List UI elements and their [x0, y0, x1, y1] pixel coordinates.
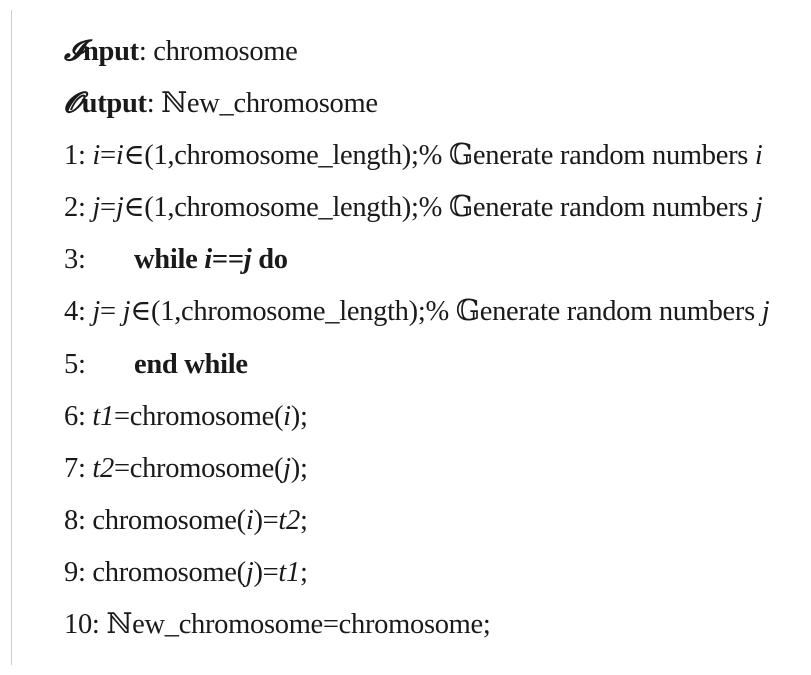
- keyword-while: while: [134, 244, 198, 276]
- output-label: utput: [81, 88, 147, 120]
- semicolon: ;: [300, 556, 308, 588]
- output-sep: :: [146, 88, 162, 120]
- chromosome-call: chromosome(: [92, 556, 246, 588]
- assign-op: )=: [253, 556, 279, 588]
- assign-expr: =chromosome(: [113, 400, 284, 432]
- equals: =: [100, 192, 116, 224]
- step-number: 5:: [64, 348, 86, 380]
- var-i: i: [754, 140, 763, 172]
- var-j: j: [122, 296, 131, 328]
- cond-var-j: j: [243, 244, 252, 276]
- assign-op: )=: [253, 504, 279, 536]
- input-line: [64, 26, 811, 78]
- chromosome-call: chromosome(: [92, 504, 246, 536]
- var-j: j: [754, 192, 763, 224]
- input-label-initial: 𝓘: [64, 36, 83, 67]
- comment-text: 𝔾enerate random numbers: [448, 192, 755, 224]
- comment-text: 𝔾enerate random numbers: [448, 140, 755, 172]
- var-j: j: [115, 192, 124, 224]
- assign-expr: =chromosome(: [113, 452, 284, 484]
- step-9: [64, 547, 811, 599]
- step-number: 2:: [64, 192, 86, 224]
- step-2: [64, 182, 811, 234]
- var-j: j: [245, 556, 254, 588]
- step-7: [64, 443, 811, 495]
- step-6: [64, 391, 811, 443]
- algorithm-block: [64, 26, 811, 651]
- var-t1: t1: [278, 556, 300, 588]
- var-j: j: [92, 192, 101, 224]
- output-value: ℕew_chromosome: [161, 88, 378, 120]
- output-label-initial: 𝓞: [64, 88, 82, 120]
- step-number: 6:: [64, 400, 86, 432]
- var-i: i: [92, 140, 101, 172]
- equals: =: [100, 140, 116, 172]
- range-expr: ∈(1,chromosome_length);%: [130, 296, 456, 328]
- range-expr: ∈(1,chromosome_length);%: [123, 140, 449, 172]
- step-number: 9:: [64, 556, 86, 588]
- step-4: [64, 286, 811, 338]
- step-1: [64, 130, 811, 182]
- var-i: i: [245, 504, 254, 536]
- var-j: j: [92, 296, 101, 328]
- var-t1: t1: [92, 400, 114, 432]
- cond-operator: ==: [211, 244, 244, 276]
- var-i: i: [115, 140, 124, 172]
- keyword-do: do: [258, 244, 288, 276]
- step-number: 4:: [64, 296, 86, 328]
- var-j: j: [761, 296, 770, 328]
- equals: =: [100, 296, 123, 328]
- output-line: [64, 78, 811, 130]
- step-number: 3:: [64, 244, 86, 276]
- left-margin-rule: [11, 10, 12, 665]
- step-5: [64, 339, 811, 391]
- range-expr: ∈(1,chromosome_length);%: [123, 192, 449, 224]
- input-sep: :: [138, 36, 154, 67]
- step-number: 10:: [64, 609, 100, 641]
- step-8: [64, 495, 811, 547]
- semicolon: ;: [300, 504, 308, 536]
- var-j: j: [283, 452, 291, 484]
- step-number: 8:: [64, 504, 86, 536]
- var-t2: t2: [92, 452, 114, 484]
- input-label: nput: [82, 36, 139, 67]
- close-paren: );: [290, 400, 308, 432]
- step-3: [64, 234, 811, 286]
- step-number: 1:: [64, 140, 86, 172]
- step-number: 7:: [64, 452, 86, 484]
- comment-text: 𝔾enerate random numbers: [455, 296, 762, 328]
- close-paren: );: [290, 452, 308, 484]
- keyword-end-while: end while: [134, 348, 248, 380]
- cond-var-i: i: [204, 244, 212, 276]
- input-value: chromosome: [153, 36, 298, 67]
- step-10: [64, 599, 811, 651]
- var-t2: t2: [278, 504, 300, 536]
- step-text: ℕew_chromosome=chromosome;: [106, 609, 491, 641]
- var-i: i: [283, 400, 291, 432]
